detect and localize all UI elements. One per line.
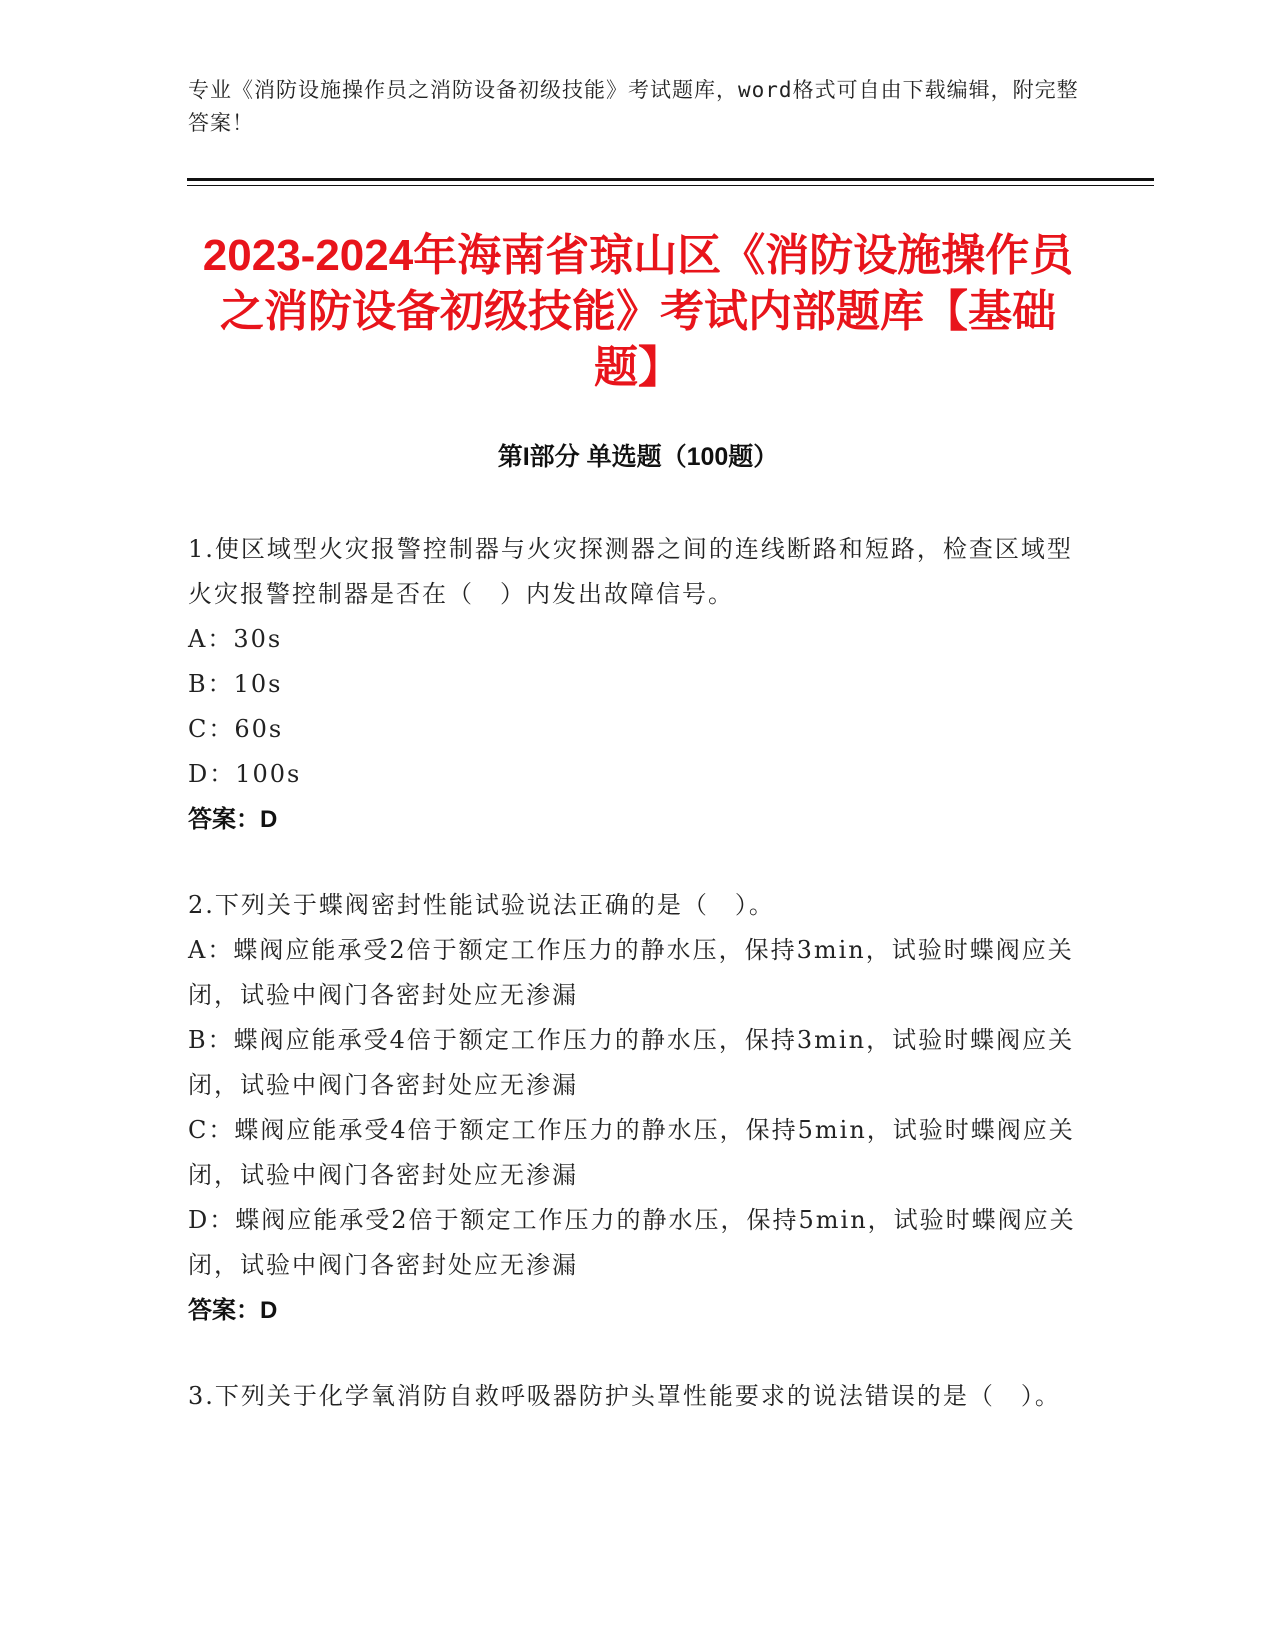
option-a: A：蝶阀应能承受2倍于额定工作压力的静水压，保持3min，试验时蝶阀应关闭，试验中阀门各密封处应无渗漏 [188,936,1074,1009]
question-stem: 3.下列关于化学氧消防自救呼吸器防护头罩性能要求的说法错误的是（ ）。 [188,1382,1061,1410]
option-c: C：60s [188,715,284,743]
header-divider-thick [187,178,1154,181]
option-b: B：蝶阀应能承受4倍于额定工作压力的静水压，保持3min，试验时蝶阀应关闭，试验中阀门各密封处应无渗漏 [188,1026,1075,1099]
question-stem: 2.下列关于蝶阀密封性能试验说法正确的是（ ）。 [188,891,775,919]
question-1 [188,527,1088,842]
option-b: B：10s [188,670,283,698]
question-2 [188,883,1088,1333]
section-heading: 第I部分 单选题（100题） [497,443,779,471]
option-c: C：蝶阀应能承受4倍于额定工作压力的静水压，保持5min，试验时蝶阀应关闭，试验中阀门各密封处应无渗漏 [188,1116,1075,1189]
question-stem: 1.使区域型火灾报警控制器与火灾探测器之间的连线断路和短路，检查区域型火灾报警控制器是否在（ ）内发出故障信号。 [188,535,1073,608]
header-divider-thin [187,185,1154,186]
option-d: D：100s [188,760,302,788]
option-a: A：30s [188,625,283,653]
header-note: 专业《消防设施操作员之消防设备初级技能》考试题库，word格式可自由下载编辑，附完整答案！ [188,78,1079,135]
answer-label: 答案：D [188,806,278,833]
question-3 [188,1374,1088,1419]
answer-label: 答案：D [188,1297,278,1324]
option-d: D：蝶阀应能承受2倍于额定工作压力的静水压，保持5min，试验时蝶阀应关闭，试验中阀门各密封处应无渗漏 [188,1206,1076,1279]
document-title: 2023-2024年海南省琼山区《消防设施操作员之消防设备初级技能》考试内部题库【基础题】 [202,231,1074,392]
question-list [188,527,1088,1460]
